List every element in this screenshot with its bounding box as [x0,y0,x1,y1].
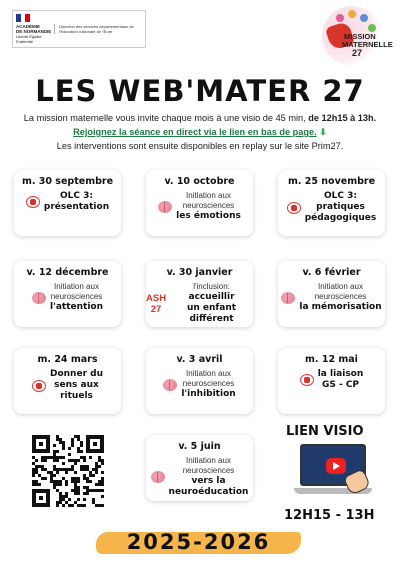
qr-module [71,438,74,441]
session-topic: l'inhibition [181,389,236,399]
qr-module [68,504,71,507]
qr-module [89,456,92,459]
qr-module [92,489,95,492]
session-text [50,282,103,313]
qr-module [68,453,71,456]
qr-module [53,483,56,486]
session-body [146,369,253,400]
qr-module [83,459,86,462]
page-title: LES WEB'MATER 27 [35,74,365,108]
qr-module [56,459,59,462]
session-topic: OLC 3: présentation [43,191,110,212]
qr-module [77,450,80,453]
qr-module [83,504,86,507]
qr-module [59,480,62,483]
qr-module [80,450,83,453]
session-card [146,170,253,236]
qr-module [101,480,104,483]
qr-module [74,486,77,489]
session-text [44,191,109,213]
qr-module [53,465,56,468]
qr-module [68,498,71,501]
qr-module [71,477,74,480]
academy-motto: Liberté Égalité Fraternité [16,34,42,44]
qr-module [77,498,80,501]
qr-module [95,468,98,471]
brain-icon [158,201,172,213]
qr-module [62,447,65,450]
intro-time: de 12h15 à 13h. [308,113,377,123]
qr-finder-tr [86,435,104,453]
qr-module [32,483,35,486]
session-date: v. 30 janvier [166,267,233,278]
qr-module [62,462,65,465]
qr-module [47,471,50,474]
session-body [278,369,385,391]
qr-module [59,498,62,501]
qr-module [41,477,44,480]
qr-module [59,492,62,495]
qr-module [71,465,74,468]
qr-module [65,471,68,474]
ash-label: ASH [146,292,167,304]
brain-icon [32,292,46,304]
qr-module [35,459,38,462]
qr-module [35,480,38,483]
qr-module [56,471,59,474]
dsden-label: Direction des services départementaux de l'éducation nationale de l'Eure [54,24,142,34]
qr-module [68,468,71,471]
qr-module [92,498,95,501]
qr-module [74,489,77,492]
qr-module [53,450,56,453]
qr-module [77,447,80,450]
qr-module [71,489,74,492]
qr-module [44,468,47,471]
logo-text-2: MATERNELLE [342,40,393,49]
qr-module [35,483,38,486]
qr-module [74,483,77,486]
qr-module [80,441,83,444]
session-date: m. 12 mai [305,354,358,365]
session-date: v. 3 avril [176,354,223,365]
qr-module [89,489,92,492]
qr-module [83,477,86,480]
qr-module [59,483,62,486]
qr-module [89,480,92,483]
qr-module [77,504,80,507]
intro-text [6,111,394,153]
qr-module [80,465,83,468]
qr-module [98,504,101,507]
qr-module [74,435,77,438]
qr-module [59,441,62,444]
qr-module [101,459,104,462]
session-body [14,369,121,402]
qr-module [74,459,77,462]
qr-module [74,501,77,504]
qr-module [74,471,77,474]
qr-module [32,462,35,465]
qr-module [86,477,89,480]
session-date: v. 6 février [302,267,361,278]
qr-module [77,459,80,462]
qr-module [65,483,68,486]
ash-number: 27 [150,303,162,315]
qr-module [44,459,47,462]
session-topic: la mémorisation [299,302,382,312]
qr-module [101,477,104,480]
qr-module [53,474,56,477]
qr-module [77,486,80,489]
qr-module [71,444,74,447]
session-topic: Donner du sens aux rituels [50,369,103,401]
session-text [169,456,249,498]
qr-module [41,456,44,459]
session-topic: OLC 3: pratiques pédagogiques [304,191,377,223]
session-body [14,191,121,213]
session-subtitle: Initiation aux neurosciences [182,456,235,475]
session-date: m. 30 septembre [21,176,114,187]
qr-module [56,489,59,492]
qr-module [74,492,77,495]
qr-module [101,489,104,492]
qr-module [35,468,38,471]
session-text [50,369,103,402]
qr-module [56,456,59,459]
qr-module [95,471,98,474]
qr-module [86,468,89,471]
qr-module [62,444,65,447]
qr-module [62,498,65,501]
session-body [278,282,385,313]
qr-module [53,453,56,456]
qr-module [53,444,56,447]
qr-module [86,465,89,468]
qr-module [65,492,68,495]
qr-module [77,438,80,441]
qr-module [65,468,68,471]
qr-finder-bl [32,489,50,507]
qr-module [74,462,77,465]
play-icon [326,458,346,474]
qr-module [71,480,74,483]
ash-logo [146,293,166,315]
qr-module [101,462,104,465]
olc-icon [287,202,301,214]
qr-module [80,456,83,459]
session-date: v. 10 octobre [164,176,235,187]
session-body [146,456,253,498]
qr-module [80,504,83,507]
qr-module [83,468,86,471]
qr-module [38,483,41,486]
session-topic: la liaison GS - CP [317,369,364,390]
qr-module [83,492,86,495]
qr-module [101,495,104,498]
session-card [278,261,385,327]
qr-module [38,474,41,477]
visio-title: LIEN VISIO [286,424,364,439]
mission-maternelle-logo [322,6,393,66]
qr-module [68,459,71,462]
session-subtitle: Initiation aux neurosciences [314,282,367,301]
session-card [14,348,121,414]
session-subtitle: Initiation aux neurosciences [182,191,235,210]
academy-line2: DE NORMANDIE [16,29,52,34]
qr-module [41,468,44,471]
qr-module [62,495,65,498]
qr-module [32,456,35,459]
flag-icon [16,14,30,22]
qr-module [56,483,59,486]
session-text [176,191,241,222]
visio-time: 12H15 - 13H [284,508,375,523]
qr-module [71,468,74,471]
session-text [305,191,377,224]
qr-module [53,456,56,459]
session-date: m. 24 mars [37,354,98,365]
brain-icon [151,471,165,483]
visio-link-laptop[interactable] [294,442,374,500]
session-text [299,282,381,313]
qr-module [50,474,53,477]
qr-module [32,480,35,483]
qr-module [35,471,38,474]
qr-module [95,465,98,468]
qr-module [95,483,98,486]
qr-module [89,471,92,474]
qr-module [32,468,35,471]
qr-module [56,501,59,504]
qr-module [53,486,56,489]
qr-module [77,435,80,438]
qr-module [62,468,65,471]
qr-module [80,444,83,447]
qr-module [56,468,59,471]
qr-module [59,495,62,498]
qr-code[interactable] [32,435,104,507]
qr-module [56,435,59,438]
qr-module [74,480,77,483]
qr-module [77,480,80,483]
qr-module [53,468,56,471]
qr-module [92,474,95,477]
qr-module [32,474,35,477]
qr-module [62,477,65,480]
qr-module [74,477,77,480]
qr-module [59,438,62,441]
qr-module [98,480,101,483]
qr-module [56,480,59,483]
qr-module [59,456,62,459]
qr-module [89,474,92,477]
qr-module [86,486,89,489]
qr-module [95,504,98,507]
qr-module [65,495,68,498]
qr-module [98,465,101,468]
qr-module [35,465,38,468]
qr-module [86,489,89,492]
session-topic: accueillir un enfant différent [186,292,237,324]
logo-text-3: 27 [352,48,363,58]
qr-module [77,489,80,492]
year-label: 2025-2026 [126,530,271,554]
qr-module [47,456,50,459]
qr-module [98,489,101,492]
qr-module [56,504,59,507]
olc-icon [300,374,314,386]
qr-module [98,456,101,459]
session-card [278,348,385,414]
down-arrow-icon: ⬇ [319,127,327,137]
olc-icon [26,196,40,208]
session-body [146,191,253,222]
qr-module [80,468,83,471]
qr-module [83,474,86,477]
qr-module [101,483,104,486]
session-topic: vers la neuroéducation [168,476,249,497]
session-card [14,261,121,327]
qr-module [83,498,86,501]
qr-module [62,456,65,459]
qr-module [50,456,53,459]
qr-module [56,450,59,453]
session-text [170,282,253,325]
academy-line1: ACADÉMIE [16,24,41,29]
academy-logo-block [12,10,146,48]
qr-module [77,477,80,480]
qr-module [44,456,47,459]
brain-icon [281,292,295,304]
session-card [146,348,253,414]
qr-module [41,465,44,468]
session-card [146,435,253,501]
academy-logo [16,14,54,44]
olc-icon [32,380,46,392]
intro-line1: La mission maternelle vous invite chaque mois à une visio de 45 min, [23,113,309,123]
qr-module [53,459,56,462]
qr-module [44,477,47,480]
session-subtitle: Initiation aux neurosciences [50,282,103,301]
session-text [318,369,364,391]
intro-link-line[interactable]: Rejoignez la séance en direct via le lien en bas de page. [73,127,317,137]
year-banner [96,528,301,556]
qr-module [95,489,98,492]
qr-module [50,477,53,480]
qr-module [59,501,62,504]
qr-module [50,471,53,474]
session-subtitle: Initiation aux neurosciences [182,369,235,388]
session-date: m. 25 novembre [287,176,376,187]
qr-module [62,441,65,444]
qr-module [38,465,41,468]
session-body [146,282,253,325]
qr-module [77,492,80,495]
qr-module [68,447,71,450]
qr-module [92,501,95,504]
qr-module [95,462,98,465]
qr-module [98,459,101,462]
session-card [14,170,121,236]
qr-module [53,480,56,483]
session-date: v. 12 décembre [26,267,109,278]
intro-line3: Les interventions sont ensuite disponibles en replay sur le site Prim27. [56,141,344,151]
qr-finder-tl [32,435,50,453]
session-date: v. 5 juin [178,441,221,452]
qr-module [71,441,74,444]
qr-module [59,468,62,471]
qr-module [71,459,74,462]
qr-module [41,459,44,462]
qr-module [83,465,86,468]
session-topic: les émotions [176,211,241,221]
qr-module [98,483,101,486]
session-text [181,369,235,400]
qr-module [92,468,95,471]
qr-module [50,480,53,483]
session-body [278,191,385,224]
qr-module [83,486,86,489]
qr-module [65,480,68,483]
logo-text-1: MISSION [344,32,376,41]
session-subtitle: l'inclusion: [193,282,230,291]
qr-module [32,471,35,474]
brain-icon [163,379,177,391]
qr-module [86,492,89,495]
qr-module [62,504,65,507]
qr-module [65,501,68,504]
qr-module [83,456,86,459]
session-card [146,261,253,327]
qr-module [71,504,74,507]
qr-module [101,471,104,474]
qr-module [86,480,89,483]
qr-module [56,438,59,441]
qr-module [101,504,104,507]
session-topic: l'attention [49,302,103,312]
session-body [14,282,121,313]
session-card [278,170,385,236]
